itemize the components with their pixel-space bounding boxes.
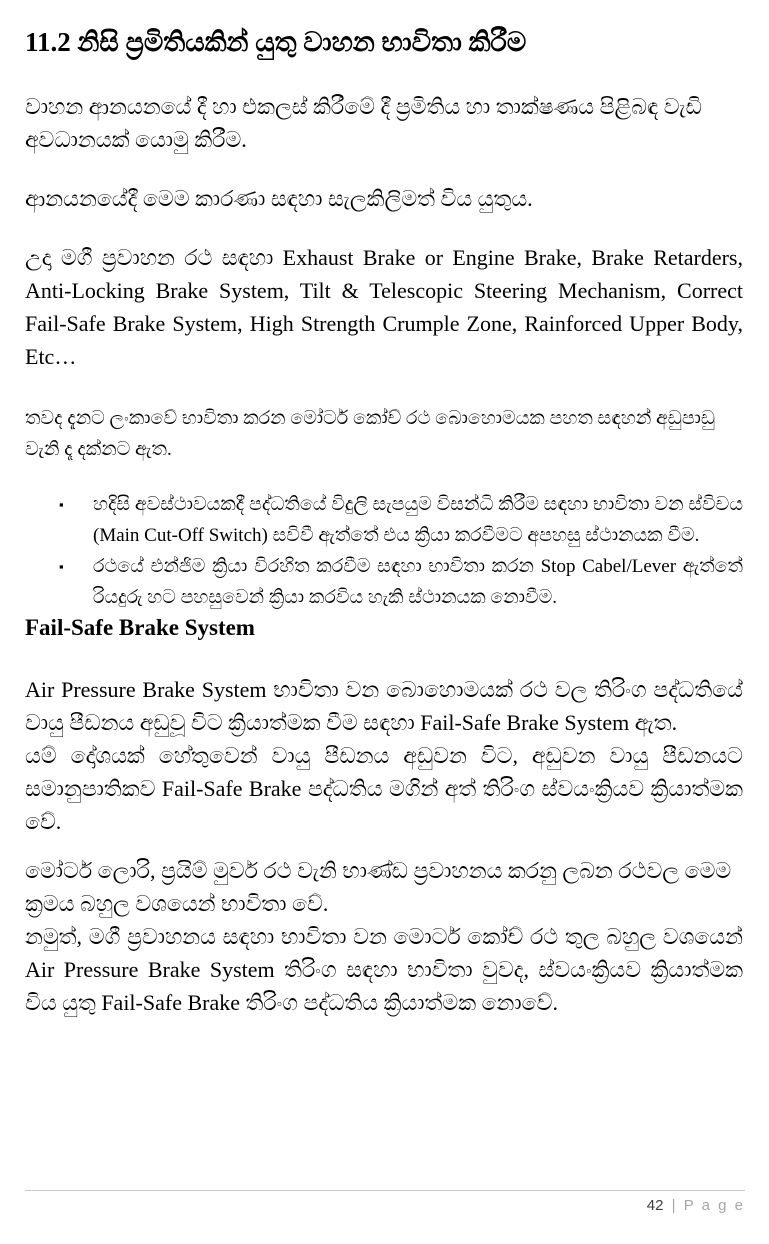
defect-bullet-list xyxy=(59,489,743,613)
bullet-text-main-cutoff-switch: හදිසි අවස්ථාවයකදී පද්ධතියේ විදුලි සැපයුම විසන්ධි කිරීම සඳහා භාවිතා වන ස්විචය (Main Cut-Off Switch) සවිවී ඇත්තේ එය ක්‍රියා කරවීමට අපහසු ස්ථානයක වීම. xyxy=(93,494,743,546)
subheading-fail-safe-brake-system: Fail-Safe Brake System xyxy=(25,615,255,640)
paragraph-example-features: උදා මගී ප්‍රවාහන රථ සඳහා Exhaust Brake or Engine Brake, Brake Retarders, Anti-Locking Brake System, Tilt & Telescopic Steering Mechanism, Correct Fail-Safe Brake System, High Strength Crumple Zone, Rainforced Upper Body, Etc… xyxy=(25,245,743,369)
paragraph-defects-intro: තවද දැනට ලංකාවේ භාවිතා කරන මෝටර් කෝච් රථ බොහොමයක පහත සඳහන් අඩුපාඩු වැනි දෑ දක්නට ඇත. xyxy=(25,408,716,460)
paragraph-failsafe-operation: යම් දෝශයක් හේතුවෙන් වායු පීඩනය අඩුවන විට, අඩුවන වායු පීඩනයට සමානුපාතිකව Fail-Safe Brake පද්ධතිය මගින් අත් තිරිංග ස්වයංක්‍රියව ක්‍රියාත්මක වේ. xyxy=(25,743,743,834)
page-label: P a g e xyxy=(683,1197,745,1214)
paragraph-import-note: ආනයනයේදී මෙම කාරණා සඳහා සැලකිලිමත් විය යුතුය. xyxy=(25,186,533,211)
page-number: 42 xyxy=(646,1197,664,1214)
paragraph-usage-coach: නමුත්, මගී ප්‍රවාහනය සඳහා භාවිතා වන මොටර් කෝච් රථ තුල බහුල වශයෙන් Air Pressure Brake System තිරිංග සඳහා භාවිතා වුවද, ස්වයංක්‍රියව ක්‍රියාත්මක විය යුතු Fail-Safe Brake තිරිංග පද්ධතිය ක්‍රියාත්මක නොවේ. xyxy=(25,924,743,1015)
section-heading: 11.2 නිසි ප්‍රමිතියකින් යුතු වාහන භාවිතා කිරීම xyxy=(25,27,527,57)
list-item xyxy=(59,551,743,613)
bullet-text-stop-cable-lever: රථයේ එන්ජිම ක්‍රියා විරහිත කරවීම සඳහා භාවිතා කරන Stop Cabel/Lever ඇත්තේ රියදුරු හට පහසුවෙන් ක්‍රියා කරවිය හැකි ස්ථානයක නොවීම. xyxy=(93,556,743,608)
paragraph-failsafe-intro: Air Pressure Brake System භාවිතා වන බොහොමයක් රථ වල තිරිංග පද්ධතියේ වායු පීඩනය අඩුවූ විට ක්‍රියාත්මක වීම සඳහා Fail-Safe Brake System ඇත. xyxy=(25,677,743,735)
page-footer xyxy=(25,1190,745,1214)
square-bullet-icon: ▪ xyxy=(59,559,64,574)
paragraph-standards: වාහන ආනයනයේ දී හා එකලස් කිරීමේ දී ප්‍රමිතිය හා තාක්ෂණය පිළිබඳ වැඩි අවධානයක් යොමු කිරීම. xyxy=(25,94,702,152)
paragraph-usage-lorry: මෝටර් ලොරි, ප්‍රයිම් මුවර් රථ වැනි භාණ්ඩ ප්‍රවාහනය කරනු ලබන රථවල මෙම ක්‍රමය බහුල වශයෙන් භාවිතා වේ. xyxy=(25,858,732,916)
square-bullet-icon: ▪ xyxy=(59,497,64,512)
footer-separator: | xyxy=(671,1197,676,1214)
list-item xyxy=(59,489,743,551)
